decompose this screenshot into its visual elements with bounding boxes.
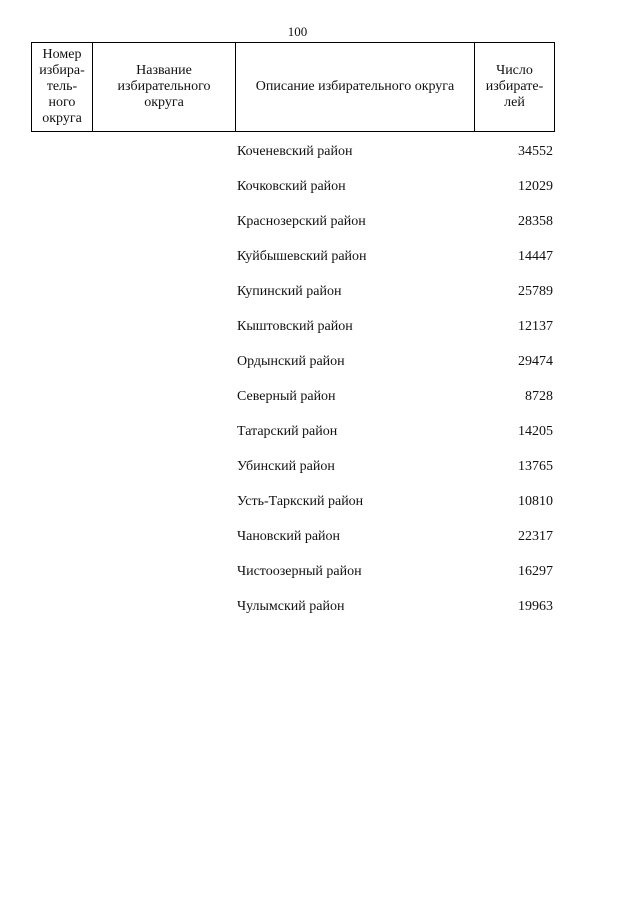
row-voter-count: 22317 — [518, 529, 553, 544]
header-line: округа — [144, 95, 184, 110]
header-line: ного — [48, 95, 76, 110]
row-description: Убинский район — [237, 459, 335, 474]
header-district-name — [93, 43, 236, 132]
row-description: Северный район — [237, 389, 336, 404]
row-voter-count: 25789 — [518, 284, 553, 299]
header-line: Описание избирательного округа — [255, 79, 455, 94]
table-header — [31, 42, 555, 132]
page-number: 100 — [287, 24, 308, 39]
row-description: Чановский район — [237, 529, 341, 544]
row-description: Куйбышевский район — [237, 249, 367, 264]
row-voter-count: 10810 — [518, 494, 553, 509]
header-line: избирательного — [117, 79, 211, 94]
header-line: округа — [42, 111, 82, 126]
row-voter-count: 19963 — [518, 599, 553, 614]
row-voter-count: 14205 — [518, 424, 553, 439]
row-description: Купинский район — [237, 284, 342, 299]
row-description: Чистоозерный район — [237, 564, 362, 579]
header-line: тель- — [46, 79, 78, 94]
header-district-number — [32, 43, 93, 132]
row-description: Ордынский район — [237, 354, 345, 369]
row-voter-count: 28358 — [518, 214, 553, 229]
row-voter-count: 13765 — [518, 459, 553, 474]
header-line: Номер — [42, 47, 82, 62]
row-voter-count: 12029 — [518, 179, 553, 194]
header-line: избира- — [39, 63, 85, 78]
row-description: Татарский район — [237, 424, 338, 439]
row-voter-count: 34552 — [518, 144, 553, 159]
header-line: лей — [504, 95, 525, 110]
row-voter-count: 16297 — [518, 564, 553, 579]
row-voter-count: 29474 — [518, 354, 553, 369]
row-description: Кыштовский район — [237, 319, 353, 334]
row-voter-count: 14447 — [518, 249, 553, 264]
header-line: Название — [136, 63, 192, 78]
row-description: Краснозерский район — [237, 214, 366, 229]
row-description: Чулымский район — [237, 599, 345, 614]
row-voter-count: 8728 — [525, 389, 553, 404]
row-description: Усть-Таркский район — [237, 494, 364, 509]
header-line: избирате- — [485, 79, 544, 94]
row-description: Коченевский район — [237, 144, 353, 159]
row-description: Кочковский район — [237, 179, 346, 194]
row-voter-count: 12137 — [518, 319, 553, 334]
header-district-description — [236, 43, 475, 132]
header-line: Число — [496, 63, 533, 78]
header-voter-count — [475, 43, 555, 132]
